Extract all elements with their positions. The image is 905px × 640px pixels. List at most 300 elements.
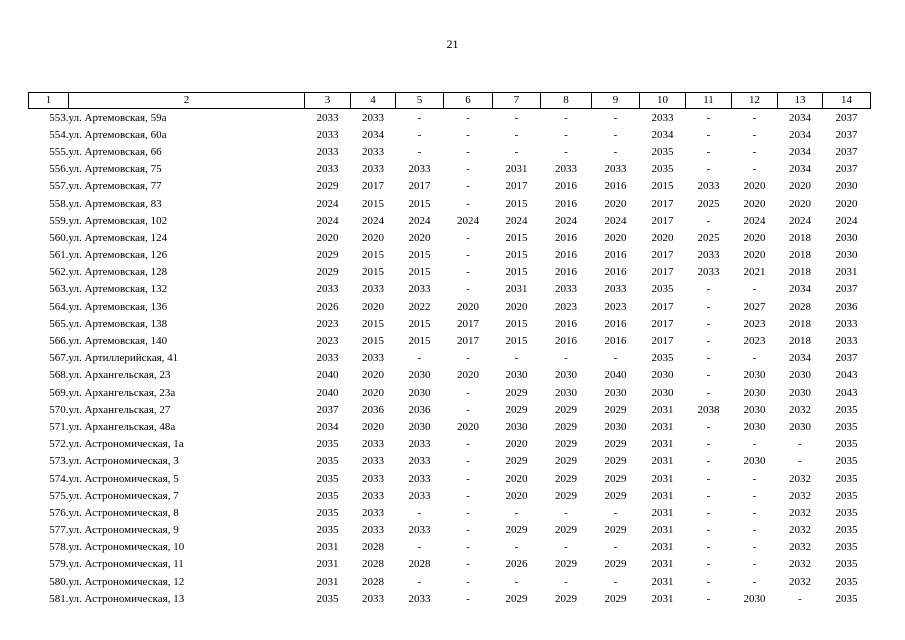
year-col-8-cell: 2029 xyxy=(555,403,577,416)
year-col-12-cell: - xyxy=(752,524,757,537)
year-col-14-cell: 2030 xyxy=(835,231,858,244)
row-number-cell: 554. xyxy=(49,128,69,141)
year-col-4-cell: 2034 xyxy=(362,128,384,141)
table-row xyxy=(29,178,871,195)
year-col-5-cell: 2017 xyxy=(408,180,431,193)
year-col-8-cell: 2030 xyxy=(555,369,577,382)
column-header-9: 9 xyxy=(592,93,640,109)
year-col-5-cell: 2036 xyxy=(408,403,431,416)
row-number-cell: 562. xyxy=(49,266,69,279)
year-col-4-cell: 2033 xyxy=(362,472,384,485)
year-col-8-cell: 2029 xyxy=(555,472,577,485)
table-row xyxy=(29,350,871,367)
address-cell: ул. Астрономическая, 9 xyxy=(68,524,179,537)
year-col-5-cell: 2015 xyxy=(408,249,431,262)
year-col-4-cell: 2020 xyxy=(362,386,384,399)
year-col-7-cell: - xyxy=(514,506,519,519)
year-col-12-cell: - xyxy=(752,128,757,141)
year-col-9-cell: 2029 xyxy=(604,524,627,537)
year-col-7-cell: 2029 xyxy=(505,524,528,537)
address-cell: ул. Астрономическая, 11 xyxy=(68,558,184,571)
year-col-14-cell: 2043 xyxy=(835,369,858,382)
year-col-14-cell: 2033 xyxy=(835,317,858,330)
table-row xyxy=(29,367,871,384)
year-col-3-cell: 2035 xyxy=(316,506,339,519)
year-col-14-cell: 2035 xyxy=(835,489,858,502)
year-col-4-cell: 2015 xyxy=(362,335,384,348)
year-col-13-cell: - xyxy=(798,455,802,468)
year-col-10-cell: 2031 xyxy=(651,506,674,519)
year-col-14-cell: 2037 xyxy=(835,163,858,176)
table-row xyxy=(29,195,871,212)
year-col-12-cell: - xyxy=(752,506,757,519)
year-col-7-cell: 2015 xyxy=(505,335,528,348)
column-header-14: 14 xyxy=(823,93,871,109)
year-col-6-cell: - xyxy=(466,386,470,399)
year-col-13-cell: 2030 xyxy=(789,420,811,433)
year-col-12-cell: - xyxy=(752,163,757,176)
year-col-3-cell: 2031 xyxy=(316,541,339,554)
year-col-14-cell: 2035 xyxy=(835,420,858,433)
row-number-cell: 561. xyxy=(49,249,69,262)
year-col-4-cell: 2020 xyxy=(362,231,384,244)
year-col-6-cell: - xyxy=(466,438,470,451)
year-col-8-cell: - xyxy=(564,575,568,588)
table-row xyxy=(29,332,871,349)
year-col-9-cell: 2016 xyxy=(604,180,627,193)
address-cell: ул. Архангельская, 23 xyxy=(68,369,171,382)
year-col-8-cell: - xyxy=(564,506,568,519)
year-col-3-cell: 2035 xyxy=(316,489,339,502)
year-col-11-cell: - xyxy=(706,317,711,330)
year-col-6-cell: - xyxy=(466,249,470,262)
year-col-9-cell: 2030 xyxy=(604,386,627,399)
address-cell: ул. Артемовская, 66 xyxy=(68,145,162,158)
year-col-8-cell: 2029 xyxy=(555,420,577,433)
row-number-cell: 555. xyxy=(49,145,69,158)
row-number-cell: 572. xyxy=(49,438,69,451)
year-col-9-cell: - xyxy=(613,111,618,124)
column-header-2: 2 xyxy=(69,93,305,109)
table-row xyxy=(29,573,871,590)
year-col-8-cell: 2016 xyxy=(555,231,577,244)
year-col-4-cell: 2015 xyxy=(362,197,384,210)
address-cell: ул. Артемовская, 128 xyxy=(68,266,168,279)
year-col-13-cell: 2018 xyxy=(789,335,811,348)
year-col-11-cell: - xyxy=(706,558,711,571)
year-col-11-cell: - xyxy=(706,145,711,158)
year-col-10-cell: 2017 xyxy=(651,214,674,227)
row-number-cell: 556. xyxy=(49,163,69,176)
year-col-4-cell: 2033 xyxy=(362,145,384,158)
year-col-12-cell: 2020 xyxy=(743,249,766,262)
address-cell: ул. Артемовская, 140 xyxy=(68,335,168,348)
year-col-11-cell: 2025 xyxy=(697,231,720,244)
year-col-7-cell: 2015 xyxy=(505,197,528,210)
year-col-11-cell: - xyxy=(706,283,711,296)
year-col-13-cell: 2032 xyxy=(789,472,811,485)
year-col-11-cell: - xyxy=(706,489,711,502)
year-col-5-cell: 2033 xyxy=(408,455,431,468)
column-header-10: 10 xyxy=(640,93,686,109)
year-col-12-cell: 2027 xyxy=(743,300,766,313)
year-col-10-cell: 2031 xyxy=(651,455,674,468)
year-col-3-cell: 2033 xyxy=(316,111,339,124)
year-col-8-cell: 2023 xyxy=(555,300,577,313)
year-col-10-cell: 2017 xyxy=(651,317,674,330)
table-row xyxy=(29,281,871,298)
year-col-13-cell: 2032 xyxy=(789,541,811,554)
table-row xyxy=(29,143,871,160)
table-row xyxy=(29,470,871,487)
address-cell: ул. Артемовская, 132 xyxy=(68,283,168,296)
year-col-10-cell: 2031 xyxy=(651,420,674,433)
table-row xyxy=(29,212,871,229)
row-number-cell: 567. xyxy=(49,352,69,365)
year-col-7-cell: 2029 xyxy=(505,455,528,468)
year-col-12-cell: - xyxy=(752,472,757,485)
year-col-13-cell: 2032 xyxy=(789,489,811,502)
year-col-9-cell: - xyxy=(613,145,618,158)
year-col-13-cell: 2018 xyxy=(789,249,811,262)
year-col-7-cell: - xyxy=(514,128,519,141)
address-cell: ул. Артемовская, 138 xyxy=(68,317,168,330)
year-col-14-cell: 2030 xyxy=(835,249,858,262)
year-col-12-cell: 2030 xyxy=(743,369,766,382)
year-col-8-cell: 2033 xyxy=(555,283,577,296)
year-col-5-cell: 2015 xyxy=(408,266,431,279)
year-col-13-cell: 2032 xyxy=(789,575,811,588)
year-col-8-cell: 2016 xyxy=(555,266,577,279)
year-col-4-cell: 2033 xyxy=(362,283,384,296)
year-col-13-cell: 2032 xyxy=(789,524,811,537)
year-col-3-cell: 2026 xyxy=(316,300,339,313)
year-col-8-cell: - xyxy=(564,111,568,124)
year-col-3-cell: 2033 xyxy=(316,128,339,141)
year-col-13-cell: 2034 xyxy=(789,111,811,124)
year-col-9-cell: - xyxy=(613,506,618,519)
year-col-11-cell: - xyxy=(706,472,711,485)
year-col-14-cell: 2033 xyxy=(835,335,858,348)
address-cell: ул. Астрономическая, 7 xyxy=(68,489,179,502)
year-col-13-cell: 2030 xyxy=(789,369,811,382)
year-col-12-cell: 2030 xyxy=(743,403,766,416)
row-number-cell: 574. xyxy=(49,472,69,485)
year-col-8-cell: - xyxy=(564,128,568,141)
year-col-13-cell: 2034 xyxy=(789,352,811,365)
year-col-3-cell: 2020 xyxy=(316,231,339,244)
address-cell: ул. Артемовская, 136 xyxy=(68,300,168,313)
year-col-12-cell: 2030 xyxy=(743,386,766,399)
year-col-12-cell: 2020 xyxy=(743,180,766,193)
year-col-7-cell: 2015 xyxy=(505,317,528,330)
table-row xyxy=(29,539,871,556)
column-header-7: 7 xyxy=(493,93,541,109)
year-col-6-cell: - xyxy=(466,145,470,158)
year-col-6-cell: 2020 xyxy=(457,300,479,313)
year-col-14-cell: 2043 xyxy=(835,386,858,399)
row-number-cell: 570. xyxy=(49,403,69,416)
year-col-5-cell: 2024 xyxy=(408,214,431,227)
year-col-4-cell: 2033 xyxy=(362,352,384,365)
table-row xyxy=(29,418,871,435)
row-number-cell: 578. xyxy=(49,541,69,554)
year-col-11-cell: - xyxy=(706,575,711,588)
row-number-cell: 565. xyxy=(49,317,69,330)
year-col-5-cell: 2028 xyxy=(408,558,431,571)
year-col-9-cell: 2024 xyxy=(604,214,627,227)
year-col-4-cell: 2033 xyxy=(362,489,384,502)
year-col-6-cell: - xyxy=(466,283,470,296)
year-col-4-cell: 2033 xyxy=(362,506,384,519)
year-col-6-cell: - xyxy=(466,163,470,176)
year-col-5-cell: 2033 xyxy=(408,283,431,296)
year-col-4-cell: 2028 xyxy=(362,558,384,571)
year-col-13-cell: 2030 xyxy=(789,386,811,399)
year-col-9-cell: 2033 xyxy=(604,163,627,176)
year-col-9-cell: - xyxy=(613,541,618,554)
year-col-7-cell: - xyxy=(514,352,519,365)
year-col-6-cell: - xyxy=(466,352,470,365)
row-number-cell: 560. xyxy=(49,231,69,244)
table-row xyxy=(29,384,871,401)
repair-schedule-table xyxy=(28,92,871,607)
column-header-4: 4 xyxy=(351,93,396,109)
year-col-10-cell: 2020 xyxy=(651,231,674,244)
year-col-11-cell: - xyxy=(706,352,711,365)
row-number-cell: 581. xyxy=(49,592,69,605)
year-col-4-cell: 2028 xyxy=(362,541,384,554)
year-col-5-cell: 2030 xyxy=(408,386,431,399)
year-col-6-cell: - xyxy=(466,266,470,279)
year-col-7-cell: - xyxy=(514,145,519,158)
year-col-5-cell: 2033 xyxy=(408,472,431,485)
year-col-4-cell: 2015 xyxy=(362,317,384,330)
year-col-4-cell: 2015 xyxy=(362,249,384,262)
table-row xyxy=(29,436,871,453)
year-col-12-cell: - xyxy=(752,111,757,124)
year-col-8-cell: - xyxy=(564,145,568,158)
year-col-8-cell: 2030 xyxy=(555,386,577,399)
year-col-13-cell: 2020 xyxy=(789,197,811,210)
year-col-12-cell: 2023 xyxy=(743,317,766,330)
year-col-6-cell: 2020 xyxy=(457,420,479,433)
year-col-14-cell: 2035 xyxy=(835,541,858,554)
address-cell: ул. Артемовская, 102 xyxy=(68,214,168,227)
year-col-12-cell: 2020 xyxy=(743,231,766,244)
year-col-9-cell: - xyxy=(613,128,618,141)
year-col-11-cell: 2033 xyxy=(697,180,720,193)
year-col-10-cell: 2031 xyxy=(651,575,674,588)
year-col-9-cell: 2029 xyxy=(604,472,627,485)
year-col-9-cell: 2016 xyxy=(604,335,627,348)
year-col-10-cell: 2031 xyxy=(651,438,674,451)
year-col-9-cell: 2040 xyxy=(604,369,627,382)
year-col-12-cell: - xyxy=(752,575,757,588)
year-col-13-cell: 2034 xyxy=(789,145,811,158)
year-col-14-cell: 2030 xyxy=(835,180,858,193)
year-col-4-cell: 2033 xyxy=(362,455,384,468)
year-col-12-cell: - xyxy=(752,558,757,571)
column-header-12: 12 xyxy=(732,93,778,109)
year-col-6-cell: - xyxy=(466,575,470,588)
year-col-11-cell: - xyxy=(706,506,711,519)
table-row xyxy=(29,229,871,246)
year-col-13-cell: - xyxy=(798,438,802,451)
year-col-8-cell: 2029 xyxy=(555,455,577,468)
year-col-6-cell: - xyxy=(466,111,470,124)
year-col-7-cell: 2020 xyxy=(505,438,528,451)
year-col-6-cell: - xyxy=(466,197,470,210)
year-col-3-cell: 2024 xyxy=(316,197,339,210)
year-col-9-cell: 2029 xyxy=(604,558,627,571)
address-cell: ул. Артемовская, 126 xyxy=(68,249,168,262)
row-number-cell: 576. xyxy=(49,506,69,519)
year-col-9-cell: 2029 xyxy=(604,455,627,468)
address-cell: ул. Астрономическая, 10 xyxy=(68,541,185,554)
year-col-6-cell: - xyxy=(466,541,470,554)
year-col-4-cell: 2033 xyxy=(362,524,384,537)
year-col-7-cell: 2031 xyxy=(505,283,528,296)
year-col-12-cell: 2030 xyxy=(743,420,766,433)
address-cell: ул. Архангельская, 27 xyxy=(68,403,171,416)
year-col-10-cell: 2017 xyxy=(651,335,674,348)
year-col-7-cell: 2020 xyxy=(505,489,528,502)
table-body xyxy=(29,109,871,608)
table-row xyxy=(29,487,871,504)
year-col-13-cell: 2034 xyxy=(789,128,811,141)
year-col-11-cell: 2025 xyxy=(697,197,720,210)
year-col-3-cell: 2023 xyxy=(316,335,339,348)
year-col-11-cell: 2033 xyxy=(697,249,720,262)
year-col-12-cell: 2024 xyxy=(743,214,766,227)
year-col-12-cell: 2021 xyxy=(743,266,766,279)
year-col-3-cell: 2029 xyxy=(316,180,339,193)
year-col-5-cell: - xyxy=(417,128,422,141)
year-col-11-cell: - xyxy=(706,111,711,124)
year-col-14-cell: 2037 xyxy=(835,145,858,158)
row-number-cell: 579. xyxy=(49,558,69,571)
year-col-11-cell: - xyxy=(706,369,711,382)
year-col-8-cell: 2016 xyxy=(555,197,577,210)
year-col-12-cell: 2020 xyxy=(743,197,766,210)
year-col-11-cell: - xyxy=(706,386,711,399)
table-row xyxy=(29,556,871,573)
year-col-13-cell: 2034 xyxy=(789,283,811,296)
year-col-5-cell: - xyxy=(417,541,422,554)
year-col-7-cell: - xyxy=(514,575,519,588)
year-col-8-cell: 2029 xyxy=(555,558,577,571)
address-cell: ул. Астрономическая, 8 xyxy=(68,506,179,519)
address-cell: ул. Артемовская, 75 xyxy=(68,163,162,176)
year-col-11-cell: - xyxy=(706,524,711,537)
year-col-12-cell: 2030 xyxy=(743,455,766,468)
year-col-3-cell: 2024 xyxy=(316,214,339,227)
year-col-3-cell: 2033 xyxy=(316,283,339,296)
year-col-3-cell: 2034 xyxy=(316,420,339,433)
year-col-14-cell: 2035 xyxy=(835,524,858,537)
page-number: 21 xyxy=(446,37,459,51)
year-col-9-cell: 2030 xyxy=(604,420,627,433)
year-col-10-cell: 2031 xyxy=(651,592,674,605)
year-col-6-cell: - xyxy=(466,180,470,193)
year-col-12-cell: - xyxy=(752,283,757,296)
column-header-1: 1 xyxy=(29,93,69,109)
year-col-3-cell: 2035 xyxy=(316,438,339,451)
year-col-10-cell: 2031 xyxy=(651,541,674,554)
year-col-9-cell: 2020 xyxy=(604,231,627,244)
year-col-9-cell: 2016 xyxy=(604,317,627,330)
year-col-9-cell: 2029 xyxy=(604,592,627,605)
year-col-13-cell: 2032 xyxy=(789,403,811,416)
year-col-3-cell: 2037 xyxy=(316,403,339,416)
year-col-12-cell: - xyxy=(752,352,757,365)
year-col-14-cell: 2037 xyxy=(835,128,858,141)
year-col-4-cell: 2028 xyxy=(362,575,384,588)
address-cell: ул. Астрономическая, 13 xyxy=(68,592,185,605)
column-header-13: 13 xyxy=(778,93,823,109)
row-number-cell: 566. xyxy=(49,335,69,348)
year-col-9-cell: 2033 xyxy=(604,283,627,296)
year-col-5-cell: - xyxy=(417,506,422,519)
year-col-8-cell: 2016 xyxy=(555,335,577,348)
year-col-4-cell: 2033 xyxy=(362,592,384,605)
year-col-12-cell: - xyxy=(752,489,757,502)
year-col-8-cell: - xyxy=(564,541,568,554)
table-row xyxy=(29,161,871,178)
year-col-4-cell: 2033 xyxy=(362,111,384,124)
year-col-13-cell: 2018 xyxy=(789,317,811,330)
year-col-10-cell: 2035 xyxy=(651,163,674,176)
year-col-14-cell: 2037 xyxy=(835,111,858,124)
year-col-5-cell: 2033 xyxy=(408,524,431,537)
column-header-6: 6 xyxy=(444,93,493,109)
year-col-5-cell: 2015 xyxy=(408,335,431,348)
year-col-7-cell: 2015 xyxy=(505,249,528,262)
year-col-7-cell: 2029 xyxy=(505,592,528,605)
year-col-6-cell: - xyxy=(466,524,470,537)
table-row xyxy=(29,126,871,143)
year-col-7-cell: 2017 xyxy=(505,180,528,193)
address-cell: ул. Астрономическая, 5 xyxy=(68,472,179,485)
year-col-6-cell: - xyxy=(466,472,470,485)
year-col-14-cell: 2020 xyxy=(835,197,858,210)
year-col-4-cell: 2015 xyxy=(362,266,384,279)
year-col-14-cell: 2036 xyxy=(835,300,858,313)
year-col-9-cell: 2020 xyxy=(604,197,627,210)
year-col-3-cell: 2040 xyxy=(316,386,339,399)
row-number-cell: 564. xyxy=(49,300,69,313)
year-col-3-cell: 2023 xyxy=(316,317,339,330)
row-number-cell: 558. xyxy=(49,197,69,210)
year-col-8-cell: 2029 xyxy=(555,489,577,502)
year-col-14-cell: 2037 xyxy=(835,352,858,365)
year-col-14-cell: 2035 xyxy=(835,472,858,485)
year-col-11-cell: - xyxy=(706,163,711,176)
year-col-3-cell: 2033 xyxy=(316,163,339,176)
row-number-cell: 573. xyxy=(49,455,69,468)
year-col-8-cell: 2033 xyxy=(555,163,577,176)
row-number-cell: 557. xyxy=(49,180,69,193)
year-col-9-cell: 2023 xyxy=(604,300,627,313)
year-col-9-cell: 2016 xyxy=(604,249,627,262)
year-col-5-cell: - xyxy=(417,111,422,124)
year-col-3-cell: 2035 xyxy=(316,455,339,468)
year-col-5-cell: 2033 xyxy=(408,163,431,176)
column-header-3: 3 xyxy=(305,93,351,109)
year-col-13-cell: 2018 xyxy=(789,231,811,244)
address-cell: ул. Архангельская, 23а xyxy=(68,386,176,399)
